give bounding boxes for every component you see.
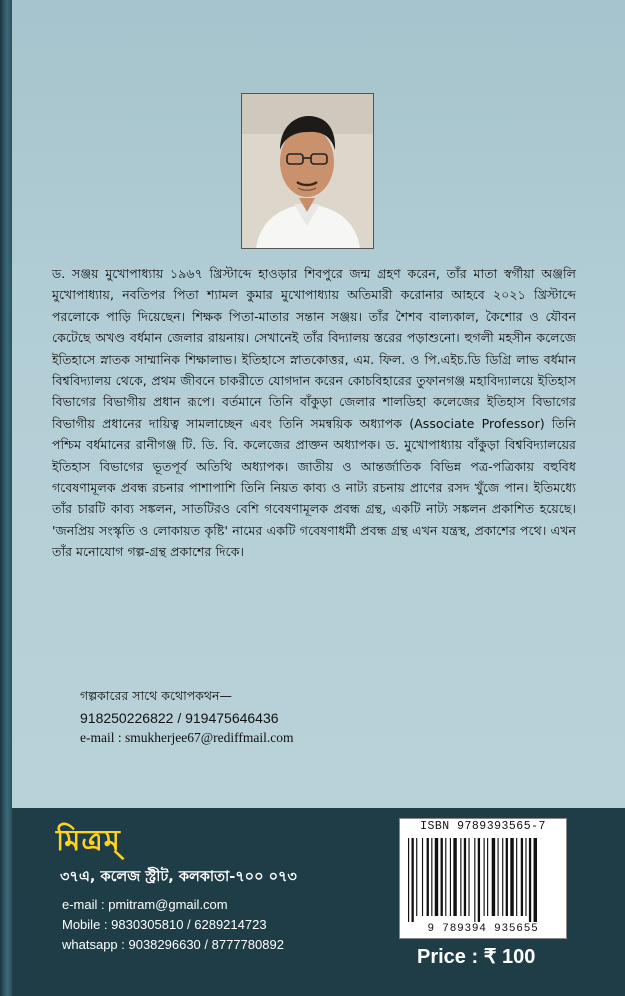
barcode-bar — [529, 838, 531, 922]
author-photo — [241, 93, 374, 249]
barcode-bar — [441, 838, 443, 916]
publisher-address: ৩৭এ, কলেজ স্ট্রীট, কলকাতা-৭০০ ০৭৩ — [60, 869, 297, 885]
barcode-digits: 9 789394 935655 — [427, 923, 539, 935]
barcode-bar — [498, 838, 499, 916]
barcode-bar — [445, 838, 446, 916]
barcode-bar — [431, 838, 432, 916]
barcode-bar — [474, 838, 475, 922]
barcode-bar — [534, 838, 537, 922]
author-bio: ড. সঞ্জয় মুখোপাধ্যায় ১৯৬৭ খ্রিস্টাব্দে হাওড়ার শিবপুরে জন্ম গ্রহণ করেন, তাঁর মাতা স্বর্গীয়া অঞ্জলি মুখোপাধ্যায়, নবতিপর পিতা শ্যামল কুমার মুখোপাধ্যায় অতিমারী করোনার আহবে ২০২১ খ্রিস্টাব্দে পরলোকে পাড়ি দিয়েছেন। শিক্ষক পিতা-মাতার সন্তান সঞ্জয়। তাঁর শৈশব বাল্যকাল, কৈশোর ও যৌবন কেটেছে অখণ্ড বর্ধমান জেলার রায়নায়। সেখানেই তাঁর বিদ্যালয় স্তরের পড়াশুনো। হুগলী মহসীন কলেজে ইতিহাসে স্নাতক সাম্মানিক শিক্ষালাভ। ইতিহাসে স্নাতকোত্তর, এম. ফিল. ও পি.এইচ.ডি ডিগ্রি লাভ বর্ধমান বিশ্ববিদ্যালয় থেকে, প্রথম জীবনে চাকরীতে যোগদান করেন কোচবিহারের তুফানগঞ্জ মহাবিদ্যালয়ে ইতিহাস বিভাগের বিভাগীয় প্রধান রূপে। বর্তমানে তিনি বাঁকুড়া জেলার শালডিহা কলেজের ইতিহাস বিভাগের বিভাগীয় প্রধানের দায়িত্ব সামলাচ্ছেন এবং তিনি সমন্বয়িক অধ্যাপক (Associate Professor) তিনি পশ্চিম বর্ধমানের রানীগঞ্জ টি. ডি. বি. কলেজের প্রাক্তন অধ্যাপক। ড. মুখোপাধ্যায় বাঁকুড়া বিশ্ববিদ্যালয়ের ইতিহাস বিভাগের ভূতপূর্ব অতিথি অধ্যাপক। জাতীয় ও আন্তর্জাতিক বিভিন্ন পত্র-পত্রিকায় বহুবিধ গবেষণামূলক প্রবন্ধ রচনার পাশাপাশি তিনি নিয়ত কাব্য ও নাট্য রচনায় প্রাণের রসদ খুঁজে পান। ইতিমধ্যে তাঁর চারটি কাব্য সঙ্কলন, সাতটিরও বেশি গবেষণামূলক প্রবন্ধ গ্রন্থ, একটি নাট্য সঙ্কলন প্রকাশিত হয়েছে। 'জনপ্রিয় সংস্কৃতি ও লোকায়ত কৃষ্টি' নামের একটি গবেষণাধর্মী প্রবন্ধ গ্রন্থ এখন যন্ত্রস্থ, প্রকাশের পথে। এখন তাঁর মনোযোগ গল্প-গ্রন্থ প্রকাশের দিকে। — [52, 266, 576, 560]
price-label: Price : ₹ 100 — [417, 946, 536, 968]
isbn-barcode — [399, 818, 567, 939]
barcode-bar — [516, 838, 517, 916]
barcode-bar — [416, 838, 417, 916]
author-portrait-icon — [242, 94, 373, 248]
author-phone-numbers: 918250226822 / 919475646436 — [80, 710, 279, 726]
barcode-bar — [478, 838, 480, 922]
barcode-bar — [506, 838, 508, 916]
barcode-bar — [487, 838, 488, 916]
barcode-bar — [450, 838, 451, 916]
barcode-bar — [464, 838, 466, 916]
barcode-bar — [492, 838, 495, 916]
barcode-icon — [400, 836, 566, 922]
barcode-bar — [525, 838, 526, 916]
publisher-whatsapp: whatsapp : 9038296630 / 8777780892 — [62, 937, 284, 952]
barcode-bar — [510, 838, 513, 916]
barcode-bar — [412, 838, 414, 922]
publisher-email: e-mail : pmitram@gmail.com — [62, 897, 228, 912]
publisher-mobile: Mobile : 9830305810 / 6289214723 — [62, 917, 267, 932]
publisher-name: মিত্রম্ — [56, 823, 121, 857]
barcode-bar — [468, 838, 469, 916]
barcode-bar — [521, 838, 523, 916]
barcode-bar — [408, 838, 409, 922]
barcode-bar — [460, 838, 461, 916]
barcode-bar — [427, 838, 429, 916]
barcode-bar — [422, 838, 423, 916]
barcode-bar — [435, 838, 438, 916]
author-email: e-mail : smukherjee67@rediffmail.com — [80, 730, 294, 745]
isbn-label: ISBN 9789393565-7 — [420, 820, 546, 833]
barcode-bar — [502, 838, 503, 916]
barcode-bar — [453, 838, 456, 916]
barcode-bar — [484, 838, 485, 916]
contact-heading: গল্পকারের সাথে কথোপকথন— — [80, 688, 232, 703]
